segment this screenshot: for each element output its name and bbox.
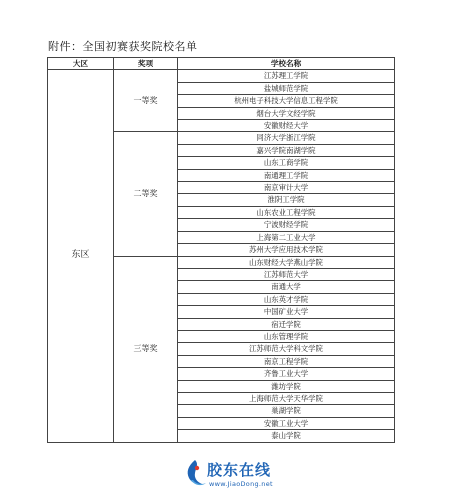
school-cell: 上海第二工业大学 [178, 231, 395, 243]
school-cell: 江苏理工学院 [178, 70, 395, 82]
watermark-url: www.JiaoDong.net [209, 480, 273, 488]
school-cell: 中国矿业大学 [178, 306, 395, 318]
school-cell: 山东英才学院 [178, 293, 395, 305]
school-cell: 同济大学浙江学院 [178, 132, 395, 144]
school-cell: 南通理工学院 [178, 169, 395, 181]
school-cell: 南京审计大学 [178, 182, 395, 194]
school-cell: 安徽工业大学 [178, 417, 395, 429]
school-cell: 宁波财经学院 [178, 219, 395, 231]
school-cell: 江苏师范大学科文学院 [178, 343, 395, 355]
school-cell: 苏州大学应用技术学院 [178, 244, 395, 256]
school-cell: 安徽财经大学 [178, 120, 395, 132]
school-cell: 嘉兴学院南湖学院 [178, 144, 395, 156]
school-cell: 烟台大学文经学院 [178, 107, 395, 119]
awards-table [47, 57, 395, 443]
school-cell: 杭州电子科技大学信息工程学院 [178, 95, 395, 107]
table-header-row [48, 58, 395, 70]
school-cell: 山东农业工程学院 [178, 206, 395, 218]
header-region: 大区 [48, 58, 114, 70]
document-title: 附件：全国初赛获奖院校名单 [48, 40, 198, 53]
school-cell: 泰山学院 [178, 430, 395, 442]
school-cell: 南通大学 [178, 281, 395, 293]
header-school: 学校名称 [178, 58, 395, 70]
jiaodong-watermark [182, 458, 272, 498]
jiaodong-logo-icon [182, 458, 208, 488]
table-body [48, 70, 395, 442]
header-prize: 奖项 [114, 58, 178, 70]
school-cell: 山东财经大学燕山学院 [178, 256, 395, 268]
prize-cell: 三等奖 [114, 256, 178, 442]
school-cell: 巢湖学院 [178, 405, 395, 417]
school-cell: 齐鲁工业大学 [178, 368, 395, 380]
table-row [48, 70, 395, 82]
school-cell: 山东管理学院 [178, 330, 395, 342]
prize-cell: 二等奖 [114, 132, 178, 256]
school-cell: 南京工程学院 [178, 355, 395, 367]
prize-cell: 一等奖 [114, 70, 178, 132]
school-cell: 宿迁学院 [178, 318, 395, 330]
watermark-name: 胶东在线 [207, 461, 272, 479]
school-cell: 潍坊学院 [178, 380, 395, 392]
school-cell: 盐城师范学院 [178, 82, 395, 94]
region-cell: 东区 [48, 70, 114, 442]
school-cell: 上海师范大学天华学院 [178, 392, 395, 404]
school-cell: 江苏师范大学 [178, 268, 395, 280]
school-cell: 淮阴工学院 [178, 194, 395, 206]
school-cell: 山东工商学院 [178, 157, 395, 169]
